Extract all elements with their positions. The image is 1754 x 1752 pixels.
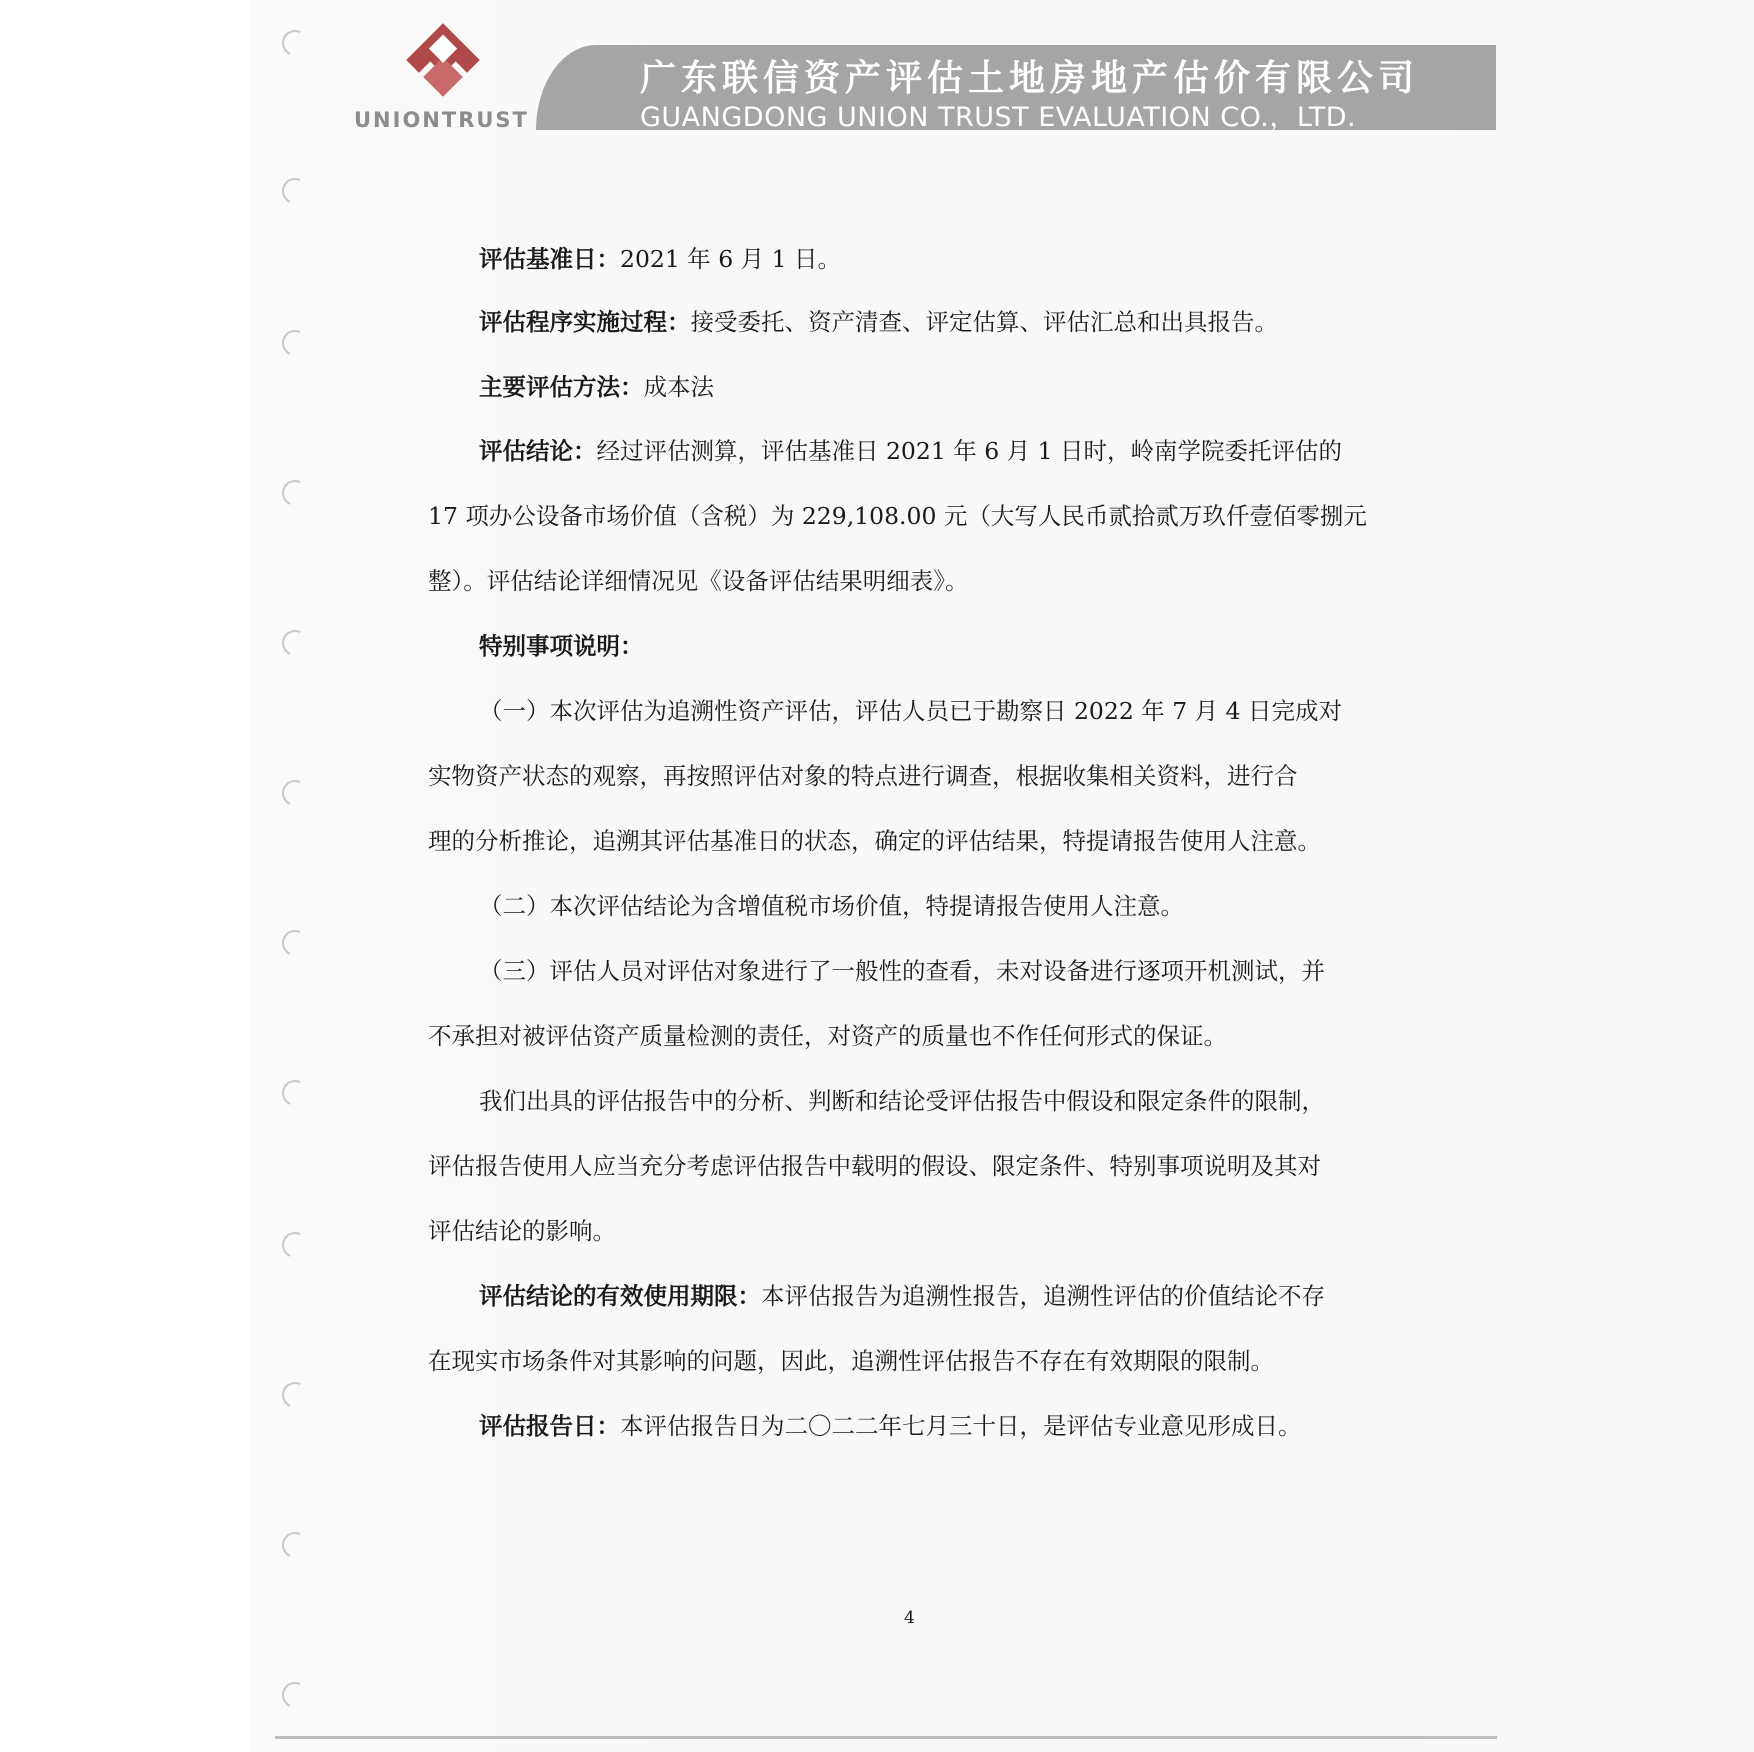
company-logo-icon (395, 12, 491, 108)
base-date-label: 评估基准日： (479, 245, 620, 273)
method-text: 成本法 (643, 373, 714, 401)
validity-paragraph (428, 1264, 1382, 1394)
special-item-line: （二）本次评估结论为含增值税市场价值，特提请报告使用人注意。 (479, 892, 1184, 920)
base-date-paragraph (428, 227, 1382, 292)
page-number: 4 (904, 1608, 915, 1628)
conclusion-line: 整）。评估结论详细情况见《设备评估结果明细表》。 (428, 567, 969, 595)
special-matters-paragraph (428, 614, 1382, 1069)
base-date-text: 2021 年 6 月 1 日。 (620, 245, 842, 273)
notice-paragraph (428, 1069, 1382, 1264)
special-item-line: 理的分析推论，追溯其评估基准日的状态，确定的评估结果，特提请报告使用人注意。 (428, 827, 1321, 855)
special-item-line: 不承担对被评估资产质量检测的责任，对资产的质量也不作任何形式的保证。 (428, 1022, 1227, 1050)
conclusion-line: 经过评估测算，评估基准日 2021 年 6 月 1 日时，岭南学院委托评估的 (596, 437, 1343, 465)
validity-line: 在现实市场条件对其影响的问题，因此，追溯性评估报告不存在有效期限的限制。 (428, 1347, 1274, 1375)
conclusion-paragraph (428, 419, 1382, 614)
method-label: 主要评估方法： (479, 373, 644, 401)
conclusion-label: 评估结论： (479, 437, 597, 465)
notice-line: 评估结论的影响。 (428, 1217, 616, 1245)
special-item-line: 实物资产状态的观察，再按照评估对象的特点进行调查，根据收集相关资料，进行合 (428, 762, 1298, 790)
procedure-text: 接受委托、资产清查、评定估算、评估汇总和出具报告。 (690, 308, 1278, 336)
logo-wordmark: UNIONTRUST (354, 108, 529, 132)
method-paragraph (428, 355, 1382, 420)
validity-label: 评估结论的有效使用期限： (479, 1282, 761, 1310)
validity-line: 本评估报告为追溯性报告，追溯性评估的价值结论不存 (761, 1282, 1325, 1310)
report-date-label: 评估报告日： (479, 1412, 620, 1440)
page-margin (0, 0, 250, 1752)
notice-line: 评估报告使用人应当充分考虑评估报告中载明的假设、限定条件、特别事项说明及其对 (428, 1152, 1321, 1180)
conclusion-line: 17 项办公设备市场价值（含税）为 229,108.00 元（大写人民币贰拾贰万玖仟壹佰零捌元 (428, 502, 1367, 530)
procedure-paragraph (428, 290, 1382, 355)
company-name-en: GUANGDONG UNION TRUST EVALUATION CO.，LTD. (640, 102, 1357, 133)
report-date-text: 本评估报告日为二〇二二年七月三十日，是评估专业意见形成日。 (620, 1412, 1302, 1440)
procedure-label: 评估程序实施过程： (479, 308, 691, 336)
special-matters-label: 特别事项说明： (479, 632, 644, 660)
special-item-line: （一）本次评估为追溯性资产评估，评估人员已于勘察日 2022 年 7 月 4 日完成对 (479, 697, 1343, 725)
page-bottom-edge (275, 1736, 1497, 1739)
company-name-cn: 广东联信资产评估土地房地产估价有限公司 (640, 58, 1420, 99)
special-item-line: （三）评估人员对评估对象进行了一般性的查看，未对设备进行逐项开机测试，并 (479, 957, 1325, 985)
notice-line: 我们出具的评估报告中的分析、判断和结论受评估报告中假设和限定条件的限制， (479, 1087, 1325, 1115)
report-date-paragraph (428, 1394, 1382, 1459)
